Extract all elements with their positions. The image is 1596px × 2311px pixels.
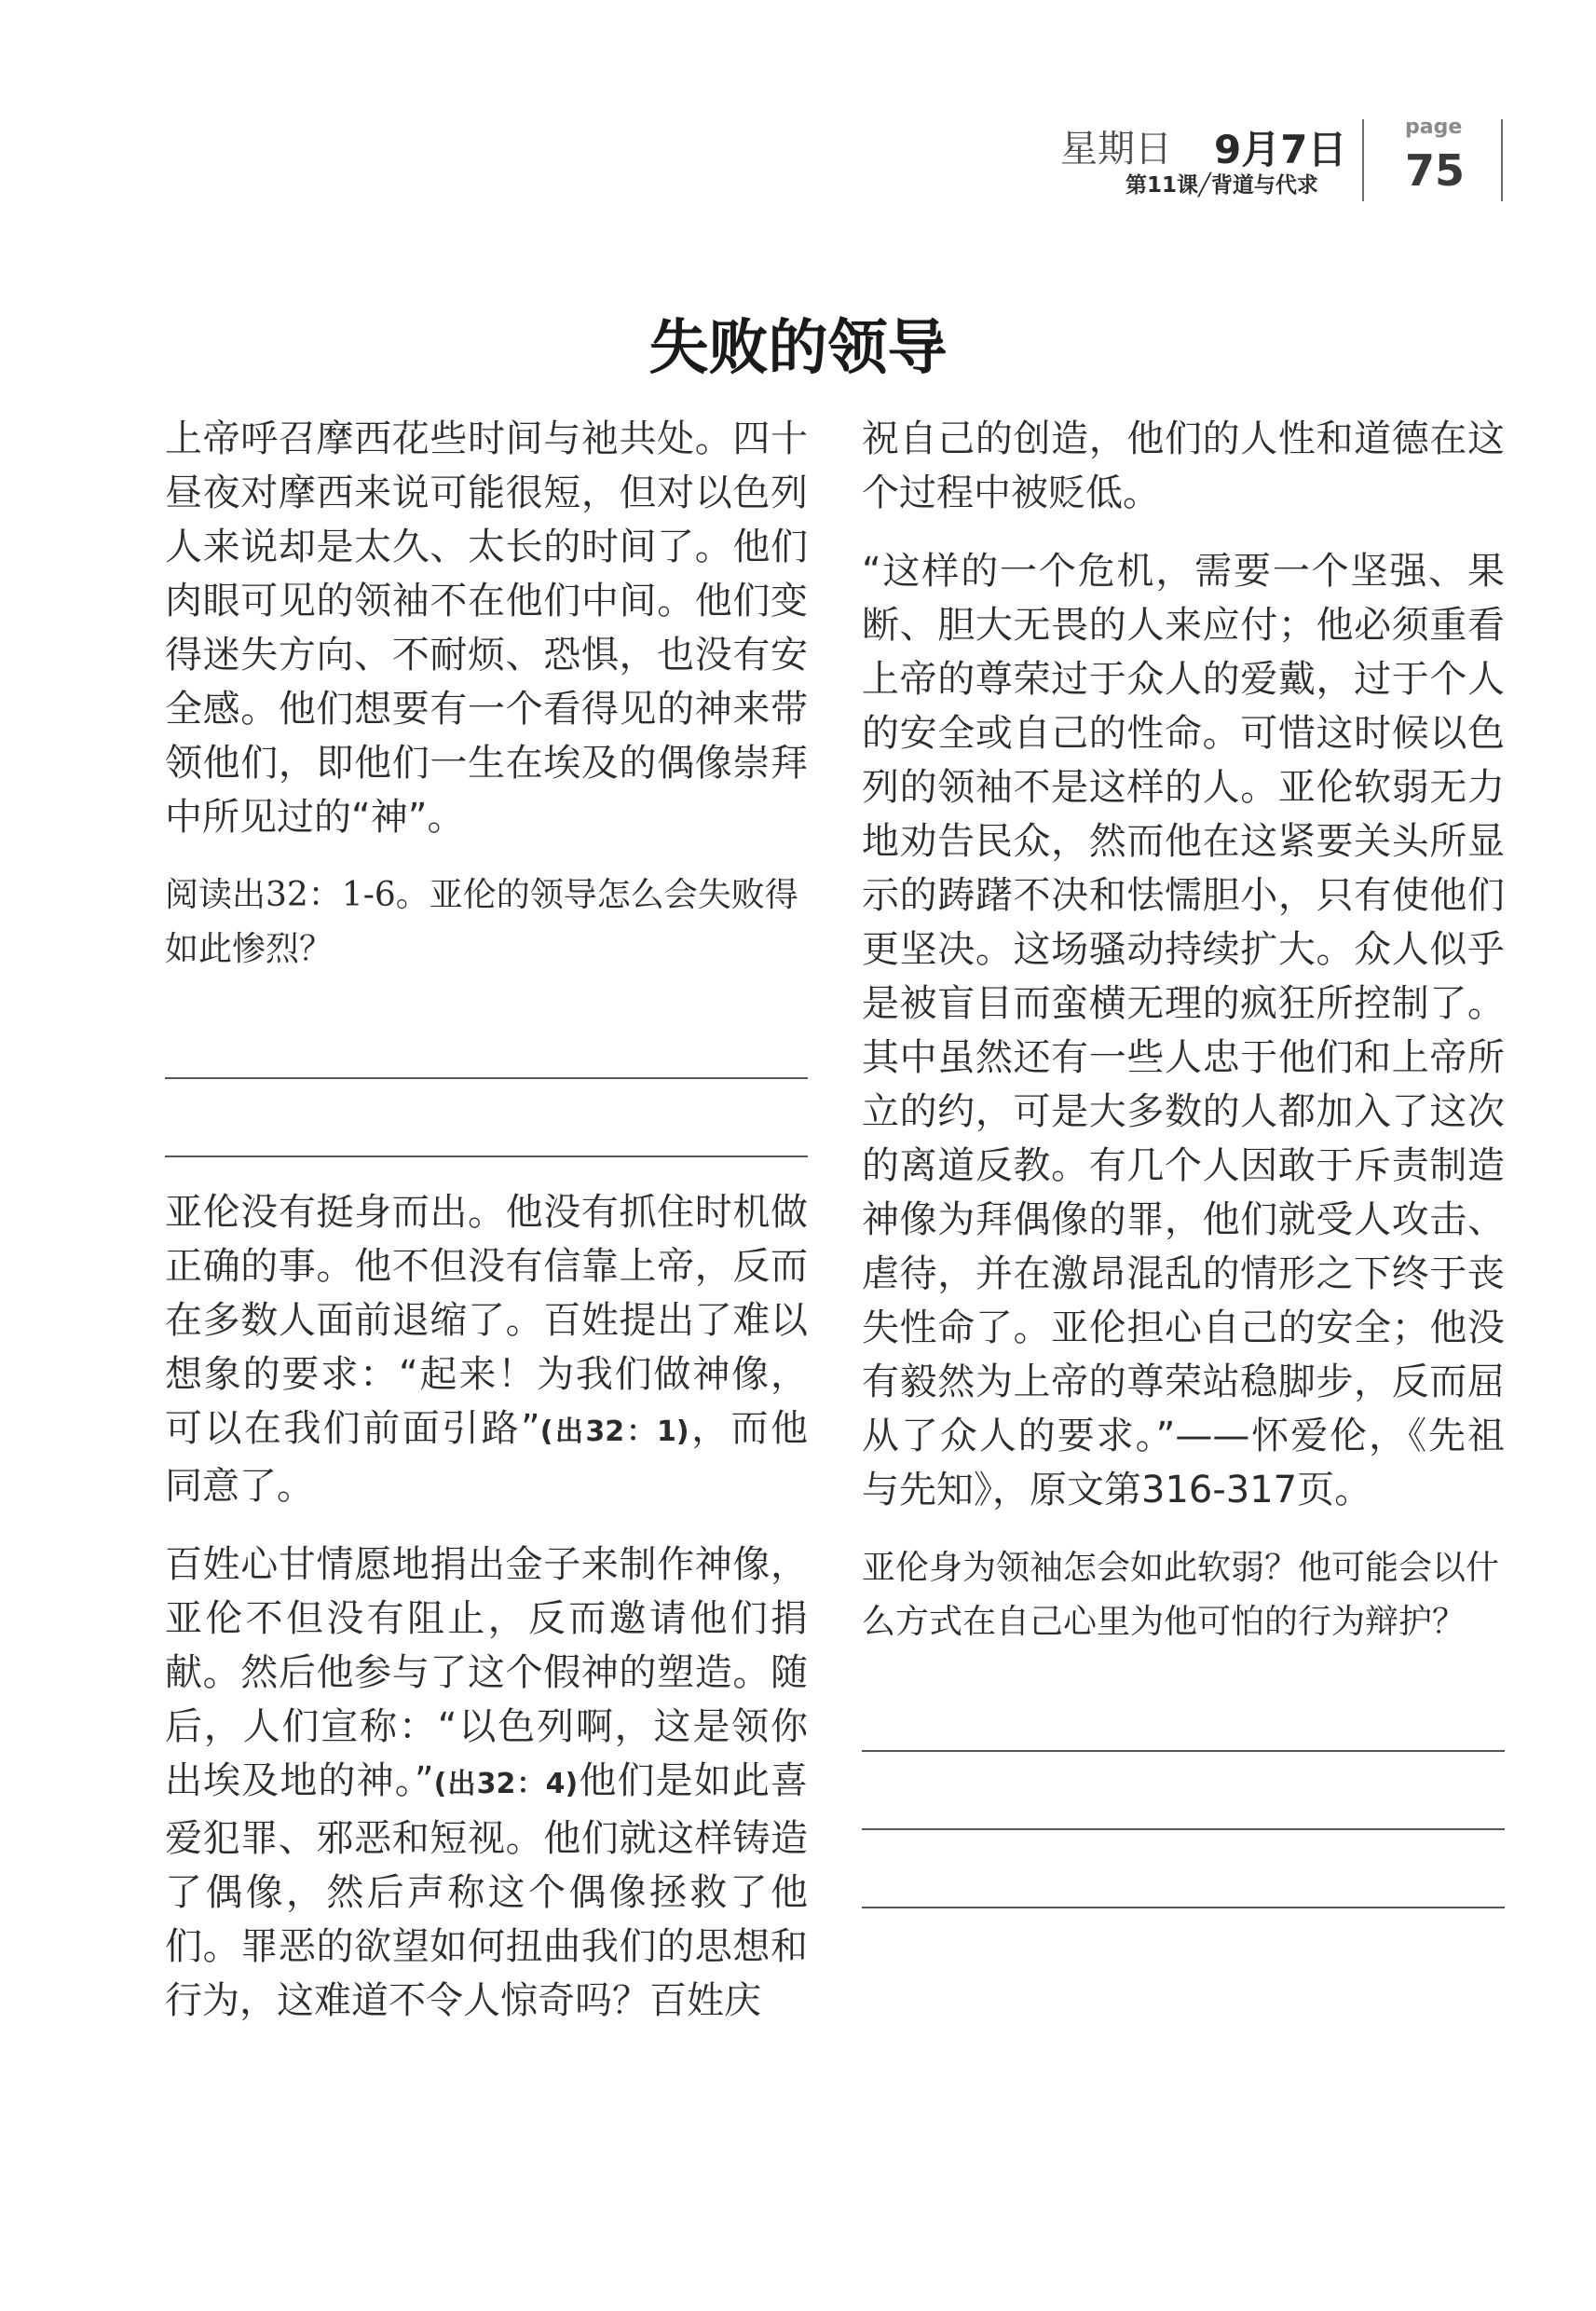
scripture-reference: (出32：4) — [433, 1768, 579, 1800]
header-day: 星期日 — [1060, 128, 1172, 171]
study-question: 亚伦身为领袖怎会如此软弱？他可能会以什么方式在自己心里为他可怕的行为辩护？ — [862, 1549, 1500, 1641]
answer-line[interactable] — [862, 1907, 1505, 1908]
paragraph: 祝自己的创造，他们的人性和道德在这个过程中被贬低。 — [862, 417, 1505, 514]
header-divider — [1501, 119, 1503, 201]
header-lesson: 第11课╱背道与代求 — [1125, 173, 1318, 198]
paragraph: 百姓心甘情愿地捐出金子来制作神像，亚伦不但没有阻止，反而邀请他们捐献。然后他参与了这个假神的塑造。随后，人们宣称：“以色列啊，这是领你出埃及地的神。”(出32：4)他们是如此喜爱犯罪、邪恶和短视。他们就这样铸造了偶像，然后声称这个偶像拯救了他们。罪恶的欲望如何扭曲我们的思想和行为，这难道不令人惊奇吗？百姓庆 — [165, 1543, 809, 2022]
paragraph: 上帝呼召摩西花些时间与祂共处。四十昼夜对摩西来说可能很短，但对以色列人来说却是太久、太长的时间了。他们肉眼可见的领袖不在他们中间。他们变得迷失方向、不耐烦、恐惧，也没有安全感。他们想要有一个看得见的神来带领他们，即他们一生在埃及的偶像崇拜中所见过的“神”。 — [165, 417, 808, 839]
study-question: 阅读出32：1-6。亚伦的领导怎么会失败得如此惨烈？ — [165, 876, 798, 968]
page-label: page — [1405, 116, 1463, 139]
page-title: 失败的领导 — [648, 313, 948, 383]
scripture-reference: (出32：1) — [539, 1415, 689, 1448]
page-number: 75 — [1405, 145, 1466, 196]
quotation: “这样的一个危机，需要一个坚强、果断、胆大无畏的人来应付；他必须重看上帝的尊荣过于众人的爱戴，过于个人的安全或自己的性命。可惜这时候以色列的领袖不是这样的人。亚伦软弱无力地劝告民众，然而他在这紧要关头所显示的踌躇不决和怯懦胆小，只有使他们更坚决。这场骚动持续扩大。众人似乎是被盲目而蛮横无理的疯狂所控制了。其中虽然还有一些人忠于他们和上帝所立的约，可是大多数的人都加入了这次的离道反教。有几个人因敢于斥责制造神像为拜偶像的罪，他们就受人攻击、虐待，并在激昂混乱的情形之下终于丧失性命了。亚伦担心自己的安全；他没有毅然为上帝的尊荣站稳脚步，反而屈从了众人的要求。”——怀爱伦，《先祖与先知》，原文第316-317页。 — [862, 550, 1505, 1511]
header-divider — [1362, 119, 1364, 201]
left-column — [165, 412, 808, 2052]
paragraph: 亚伦没有挺身而出。他没有抓住时机做正确的事。他不但没有信靠上帝，反而在多数人面前退缩了。百姓提出了难以想象的要求：“起来！为我们做神像，可以在我们前面引路”(出32：1)，而他同意了。 — [165, 1191, 809, 1508]
page-header — [0, 112, 1596, 205]
header-date: 9月7日 — [1214, 127, 1347, 172]
right-column — [862, 412, 1505, 1908]
